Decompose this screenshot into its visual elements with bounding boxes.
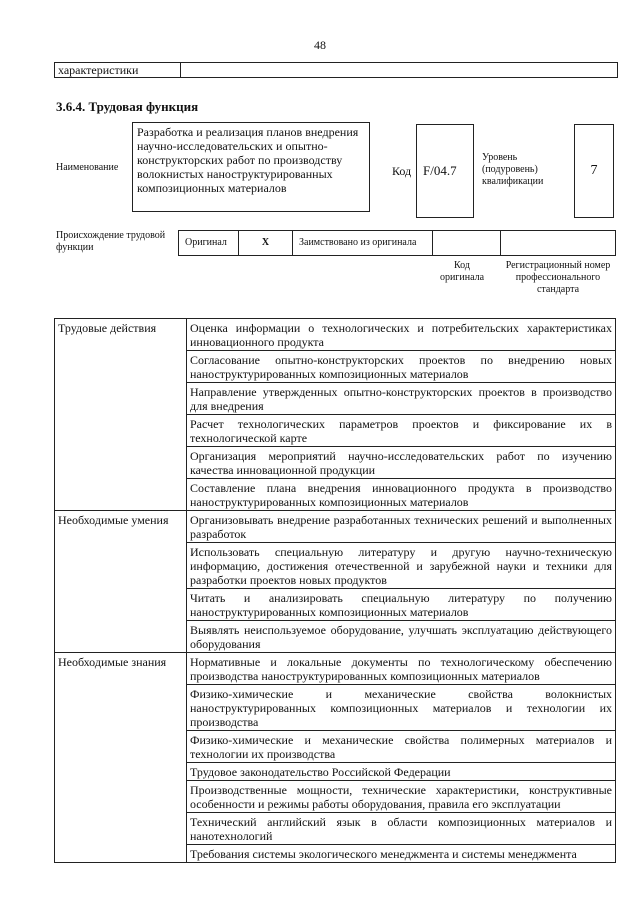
section-label: Необходимые знания (55, 653, 187, 863)
section-item: Согласование опытно-конструкторских проектов по внедрению новых наноструктурированных композиционных материалов (187, 351, 616, 383)
section-item: Физико-химические и механические свойства полимерных материалов и технологии их производства (187, 731, 616, 763)
code-label: Код (392, 164, 412, 178)
section-item: Трудовое законодательство Российской Федерации (187, 763, 616, 781)
table-row (55, 653, 616, 685)
qualification-level-value: 7 (574, 124, 614, 218)
section-item: Организация мероприятий научно-исследовательских работ по изучению качества инновационной продукции (187, 447, 616, 479)
section-item: Направление утвержденных опытно-конструкторских проектов в производство для внедрения (187, 383, 616, 415)
table-row (55, 319, 616, 351)
function-name-box: Разработка и реализация планов внедрения научно-исследовательских и опытно-конструкторских работ по производству волокнистых наноструктурированных композиционных материалов (132, 122, 370, 212)
origin-label: Происхождение трудовой функции (56, 230, 166, 253)
origin-original-mark: X (239, 231, 293, 255)
section-item: Оценка информации о технологических и потребительских характеристиках инновационного продукта (187, 319, 616, 351)
section-label: Необходимые умения (55, 511, 187, 653)
section-item: Физико-химические и механические свойства волокнистых наноструктурированных композиционных материалов и технологии их производства (187, 685, 616, 731)
section-item: Требования системы экологического менеджмента и системы менеджмента (187, 845, 616, 863)
labor-function-table (54, 318, 616, 863)
section-item: Выявлять неиспользуемое оборудование, улучшать эксплуатацию действующего оборудования (187, 621, 616, 653)
code-value: F/04.7 (416, 124, 474, 218)
section-item: Читать и анализировать специальную литературу по получению наноструктурированных композиционных материалов (187, 589, 616, 621)
qualification-level-label: Уровень (подуровень) квалификации (482, 152, 544, 187)
section-item: Производственные мощности, технические характеристики, конструктивные особенности и режимы работы оборудования, правила его эксплуатации (187, 781, 616, 813)
origin-code-label: Код оригинала (439, 260, 485, 283)
top-row-label: характеристики (55, 63, 181, 77)
section-item: Расчет технологических параметров проектов и фиксирование их в технологической карте (187, 415, 616, 447)
origin-borrowed-label: Заимствовано из оригинала (293, 231, 433, 255)
section-item: Технический английский язык в области композиционных материалов и нанотехнологий (187, 813, 616, 845)
section-item: Составление плана внедрения инновационного продукта в производство наноструктурированных композиционных материалов (187, 479, 616, 511)
section-item: Организовывать внедрение разработанных технических решений и выполненных разработок (187, 511, 616, 543)
page-number: 48 (314, 38, 326, 52)
section-label: Трудовые действия (55, 319, 187, 511)
origin-original-label: Оригинал (179, 231, 239, 255)
table-row (55, 511, 616, 543)
origin-table (178, 230, 616, 256)
section-item: Нормативные и локальные документы по технологическому обеспечению производства наноструктурированных композиционных материалов (187, 653, 616, 685)
name-label: Наименование (56, 162, 119, 173)
section-item: Использовать специальную литературу и другую научно-техническую информацию, достижения отечественной и зарубежной науки и техники для разработки проектов новых продуктов (187, 543, 616, 589)
origin-reg-cell (501, 231, 615, 255)
origin-code-cell (433, 231, 501, 255)
origin-reg-number-label: Регистрационный номер профессионального стандарта (505, 260, 611, 295)
previous-table-continuation (54, 62, 618, 78)
section-title: 3.6.4. Трудовая функция (56, 99, 199, 114)
